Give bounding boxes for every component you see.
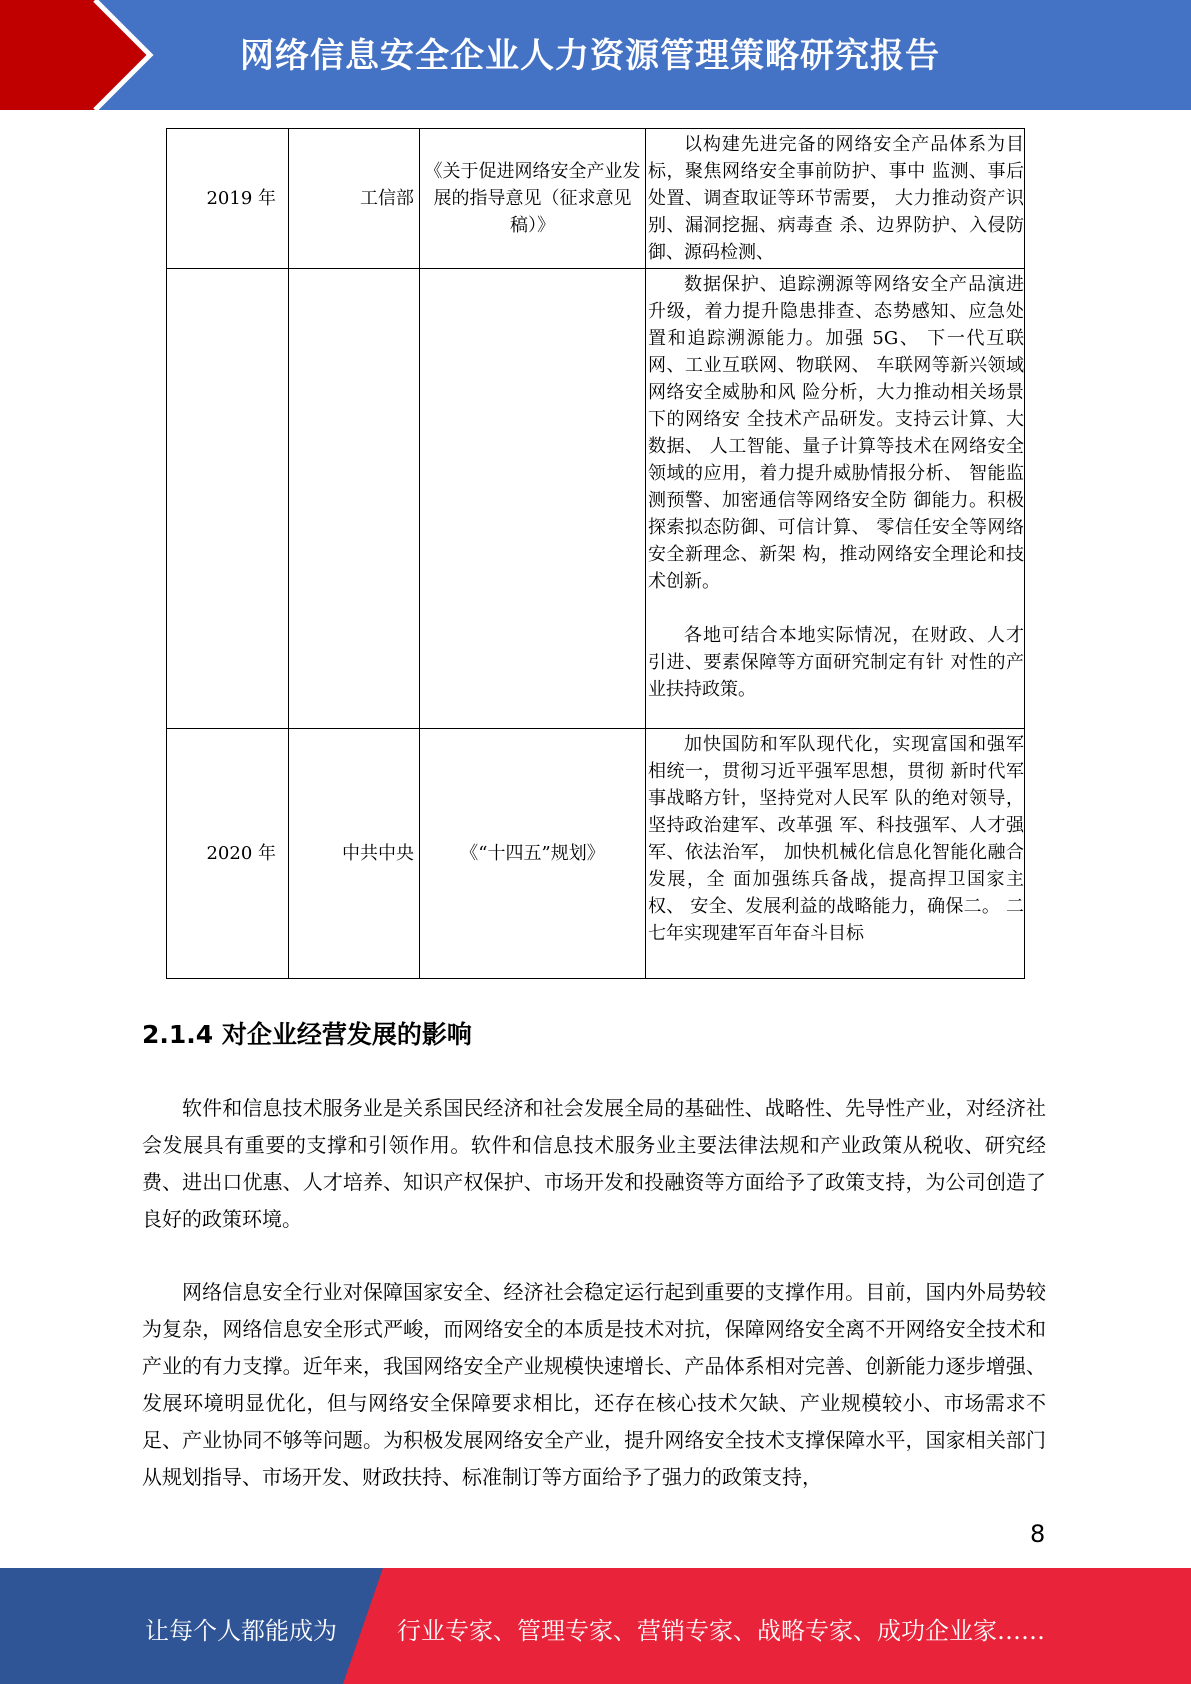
- page-header: [0, 0, 1191, 110]
- table-row: [167, 129, 1025, 269]
- footer-slogan-roles: 行业专家、管理专家、营销专家、战略专家、成功企业家……: [397, 1617, 1045, 1645]
- content-paragraph: 各地可结合本地实际情况，在财政、人才引进、要素保障等方面研究制定有针 对性的产业扶持政策。: [648, 625, 1024, 700]
- footer-slogan-prefix: 让每个人都能成为: [145, 1617, 337, 1645]
- content-cell: [646, 729, 1025, 979]
- department-cell: 中共中央: [289, 729, 420, 979]
- policy-table: [166, 128, 1025, 979]
- year-cell: 2019 年: [167, 129, 289, 269]
- table-row: [167, 729, 1025, 979]
- section-heading: 2.1.4 对企业经营发展的影响: [142, 1020, 472, 1049]
- content-paragraph: 数据保护、追踪溯源等网络安全产品演进升级，着力提升隐患排查、态势感知、应急处置和追踪溯源能力。加强 5G、 下一代互联网、工业互联网、物联网、 车联网等新兴领域网络安全威胁和风 险分析，大力推动相关场景下的网络安 全技术产品研发。支持云计算、大数据、 人工智能、量子计算等技术在网络安全 领域的应用，着力提升威胁情报分析、 智能监测预警、加密通信等网络安全防 御能力。积极探索拟态防御、可信计算、 零信任安全等网络安全新理念、新架 构，推动网络安全理论和技术创新。: [648, 274, 1024, 592]
- content-cell: [646, 129, 1025, 269]
- department-cell: 工信部: [289, 129, 420, 269]
- document-cell: 《关于促进网络安全产业发展的指导意见（征求意见稿）》: [420, 129, 646, 269]
- document-cell: [420, 269, 646, 729]
- table-row: [167, 269, 1025, 729]
- year-cell: 2020 年: [167, 729, 289, 979]
- report-title: 网络信息安全企业人力资源管理策略研究报告: [240, 36, 940, 76]
- document-cell: 《“十四五”规划》: [420, 729, 646, 979]
- body-paragraph: 网络信息安全行业对保障国家安全、经济社会稳定运行起到重要的支撑作用。目前，国内外局势较为复杂，网络信息安全形式严峻，而网络安全的本质是技术对抗，保障网络安全离不开网络安全技术和产业的有力支撑。近年来，我国网络安全产业规模快速增长、产品体系相对完善、创新能力逐步增强、发展环境明显优化，但与网络安全保障要求相比，还存在核心技术欠缺、产业规模较小、市场需求不足、产业协同不够等问题。为积极发展网络安全产业，提升网络安全技术支撑保障水平，国家相关部门从规划指导、市场开发、财政扶持、标准制订等方面给予了强力的政策支持，: [142, 1280, 1046, 1489]
- content-paragraph: 以构建先进完备的网络安全产品体系为目标，聚焦网络安全事前防护、事中 监测、事后处置、调查取证等环节需要， 大力推动资产识别、漏洞挖掘、病毒查 杀、边界防护、入侵防御、源码检测、: [648, 134, 1024, 263]
- year-cell: [167, 269, 289, 729]
- body-paragraph: 软件和信息技术服务业是关系国民经济和社会发展全局的基础性、战略性、先导性产业，对经济社会发展具有重要的支撑和引领作用。软件和信息技术服务业主要法律法规和产业政策从税收、研究经费、进出口优惠、人才培养、知识产权保护、市场开发和投融资等方面给予了政策支持，为公司创造了良好的政策环境。: [142, 1096, 1046, 1231]
- content-paragraph: 加快国防和军队现代化，实现富国和强军相统一，贯彻习近平强军思想，贯彻 新时代军事战略方针，坚持党对人民军 队的绝对领导，坚持政治建军、改革强 军、科技强军、人才强军、依法治军， 加快机械化信息化智能化融合发展，全 面加强练兵备战，提高捍卫国家主权、 安全、发展利益的战略能力，确保二。 二七年实现建军百年奋斗目标: [648, 734, 1024, 944]
- department-cell: [289, 269, 420, 729]
- page-number: 8: [1030, 1520, 1046, 1548]
- content-cell: [646, 269, 1025, 729]
